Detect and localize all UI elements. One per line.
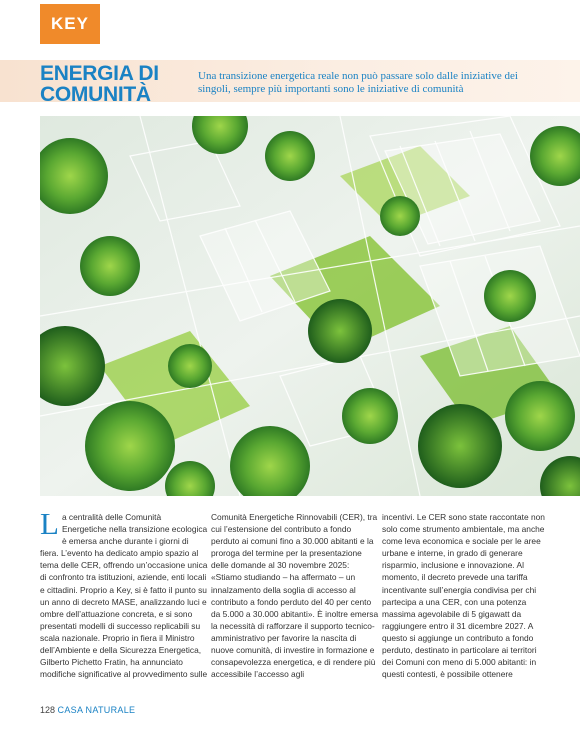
text-column-1	[40, 511, 208, 706]
page-title: ENERGIA DI COMUNITÀ	[40, 62, 159, 106]
page-footer	[40, 705, 135, 715]
drop-cap: L	[40, 511, 59, 541]
magazine-name: CASA NATURALE	[57, 705, 136, 715]
photo-illustration	[40, 116, 580, 496]
column-2-text: Comunità Energetiche Rinnovabili (CER), tra cui l’estensione del contributo a fondo perduto ai comuni fino a 30.000 abitanti e la proroga del termine per la presentazione delle domande al 30 novembre 2025: «Stiamo studiando – ha affermato – un innalzamento della soglia di accesso al contributo a fondo perduto del 40 per cento da 5.000 a 30.000 abitanti». È inoltre emersa la necessità di rafforzare il supporto tecnico-amministrativo per favorire la nascita di nuove comunità, di investire in formazione e consapevolezza energetica, e di rendere più accessibile l’accesso agli	[211, 512, 379, 680]
text-column-3	[382, 511, 550, 706]
column-1-text: a centralità delle Comunità Energetiche nella transizione ecologica è emersa anche durante i giorni di fiera. L’evento ha dedicato ampio spazio al tema delle CER, offrendo un’occasione unica di confronto tra istituzioni, aziende, enti locali e cittadini. Proprio a Key, si è fatto il punto su un anno di decreto MASE, analizzando luci e ombre dell’attuazione concreta, e si sono presentati modelli di successo replicabili su scala nazionale. Proprio in fiera il Ministro dell’Ambiente e della Sicurezza Energetica, Gilberto Pichetto Fratin, ha annunciato modifiche significative al provvedimento sulle	[40, 512, 208, 680]
eco-city-aerial-photo	[40, 116, 580, 496]
text-column-2	[211, 511, 379, 706]
section-tag: KEY	[40, 4, 100, 44]
page-number: 128	[40, 705, 56, 715]
page-subtitle: Una transizione energetica reale non può passare solo dalle iniziative dei singoli, sempre più importanti sono le iniziative di comunità	[198, 70, 518, 95]
column-3-text: incentivi. Le CER sono state raccontate non solo come strumento ambientale, ma anche come leva economica e sociale per le aree urbane e interne, in grado di generare risparmio, inclusione e innovazione. Al momento, il decreto prevede una tariffa incentivante sull’energia condivisa per chi partecipa a una CER, con una potenza massima agevolabile di 5 gigawatt da raggiungere entro il 31 dicembre 2027. A questo si aggiunge un contributo a fondo perduto, destinato in particolare ai territori dei Comuni con meno di 5.000 abitanti: in questi contesti, è possibile ottenere	[382, 512, 545, 680]
